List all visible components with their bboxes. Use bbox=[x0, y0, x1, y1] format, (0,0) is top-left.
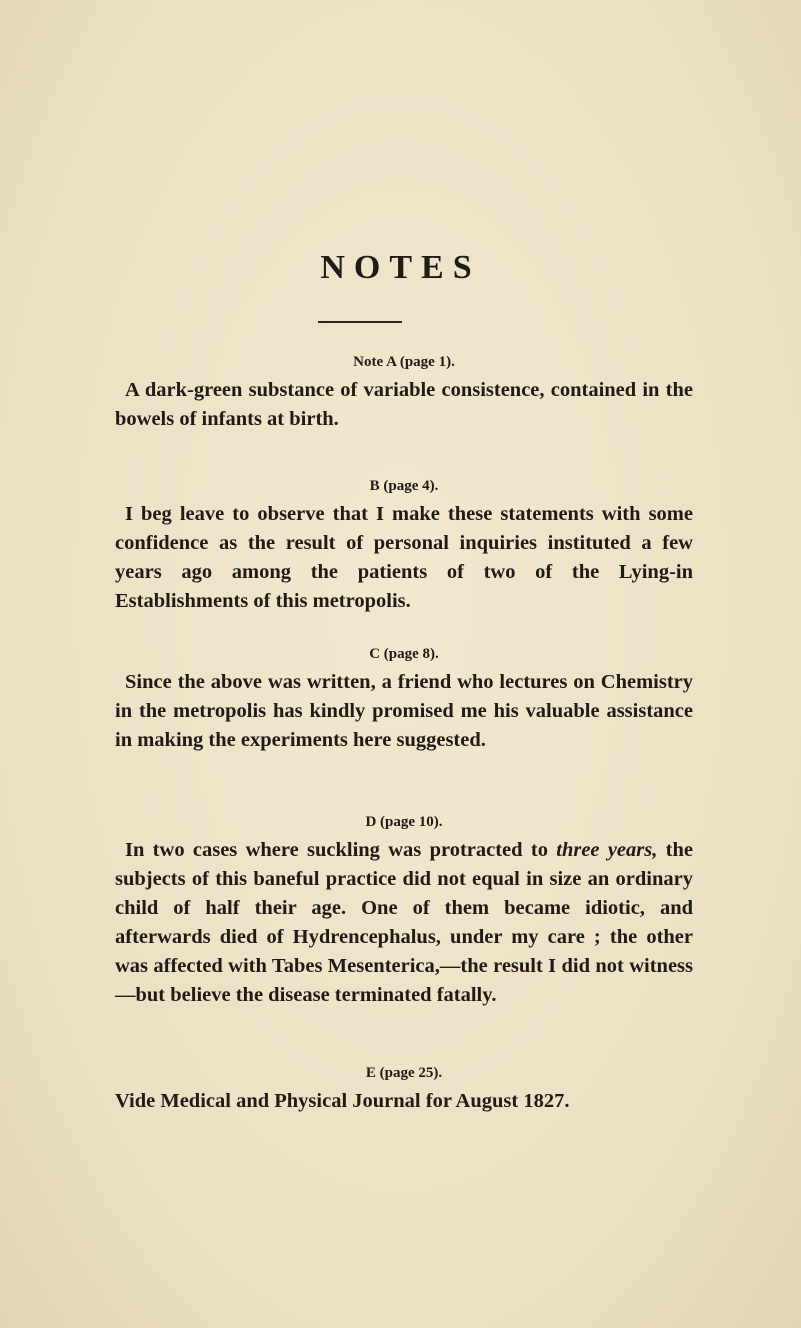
note-d-text-end: the subjects of this baneful practice did not equal in size an ordinary child of half their age. One of them became idiotic, and afterwards died of Hydrencephalus, under my care ; the other was affected with Tabes Mesenterica,—the result I did not witness—but believe the disease terminated fatally. bbox=[115, 839, 693, 1006]
note-b bbox=[115, 476, 693, 616]
note-d-text bbox=[115, 836, 693, 1010]
note-b-label: B (page 4). bbox=[369, 478, 439, 494]
note-a bbox=[115, 352, 693, 434]
note-c bbox=[115, 644, 693, 755]
note-a-label: Note A (page 1). bbox=[353, 354, 455, 370]
page-heading: NOTES bbox=[320, 249, 481, 286]
note-c-text: Since the above was written, a friend who lectures on Chemistry in the metropolis has kindly promised me his valuable assistance in making the experiments here suggested. bbox=[115, 671, 693, 751]
note-e-label: E (page 25). bbox=[365, 1065, 443, 1081]
note-d-label: D (page 10). bbox=[365, 814, 443, 830]
heading-rule bbox=[318, 321, 402, 323]
note-b-text: I beg leave to observe that I make these statements with some confidence as the result of personal inquiries instituted a few years ago among the patients of two of the Lying-in Establishments of this metropolis. bbox=[115, 503, 693, 612]
note-a-text: A dark-green substance of variable consistence, contained in the bowels of infants at birth. bbox=[115, 379, 693, 430]
note-e-text: Vide Medical and Physical Journal for August 1827. bbox=[115, 1090, 570, 1112]
note-c-label: C (page 8). bbox=[369, 646, 439, 662]
note-e bbox=[115, 1063, 693, 1116]
note-d-text-start: In two cases where suckling was protracted to bbox=[125, 839, 557, 861]
note-d bbox=[115, 812, 693, 1010]
note-d-text-italic: three years, bbox=[556, 839, 658, 861]
